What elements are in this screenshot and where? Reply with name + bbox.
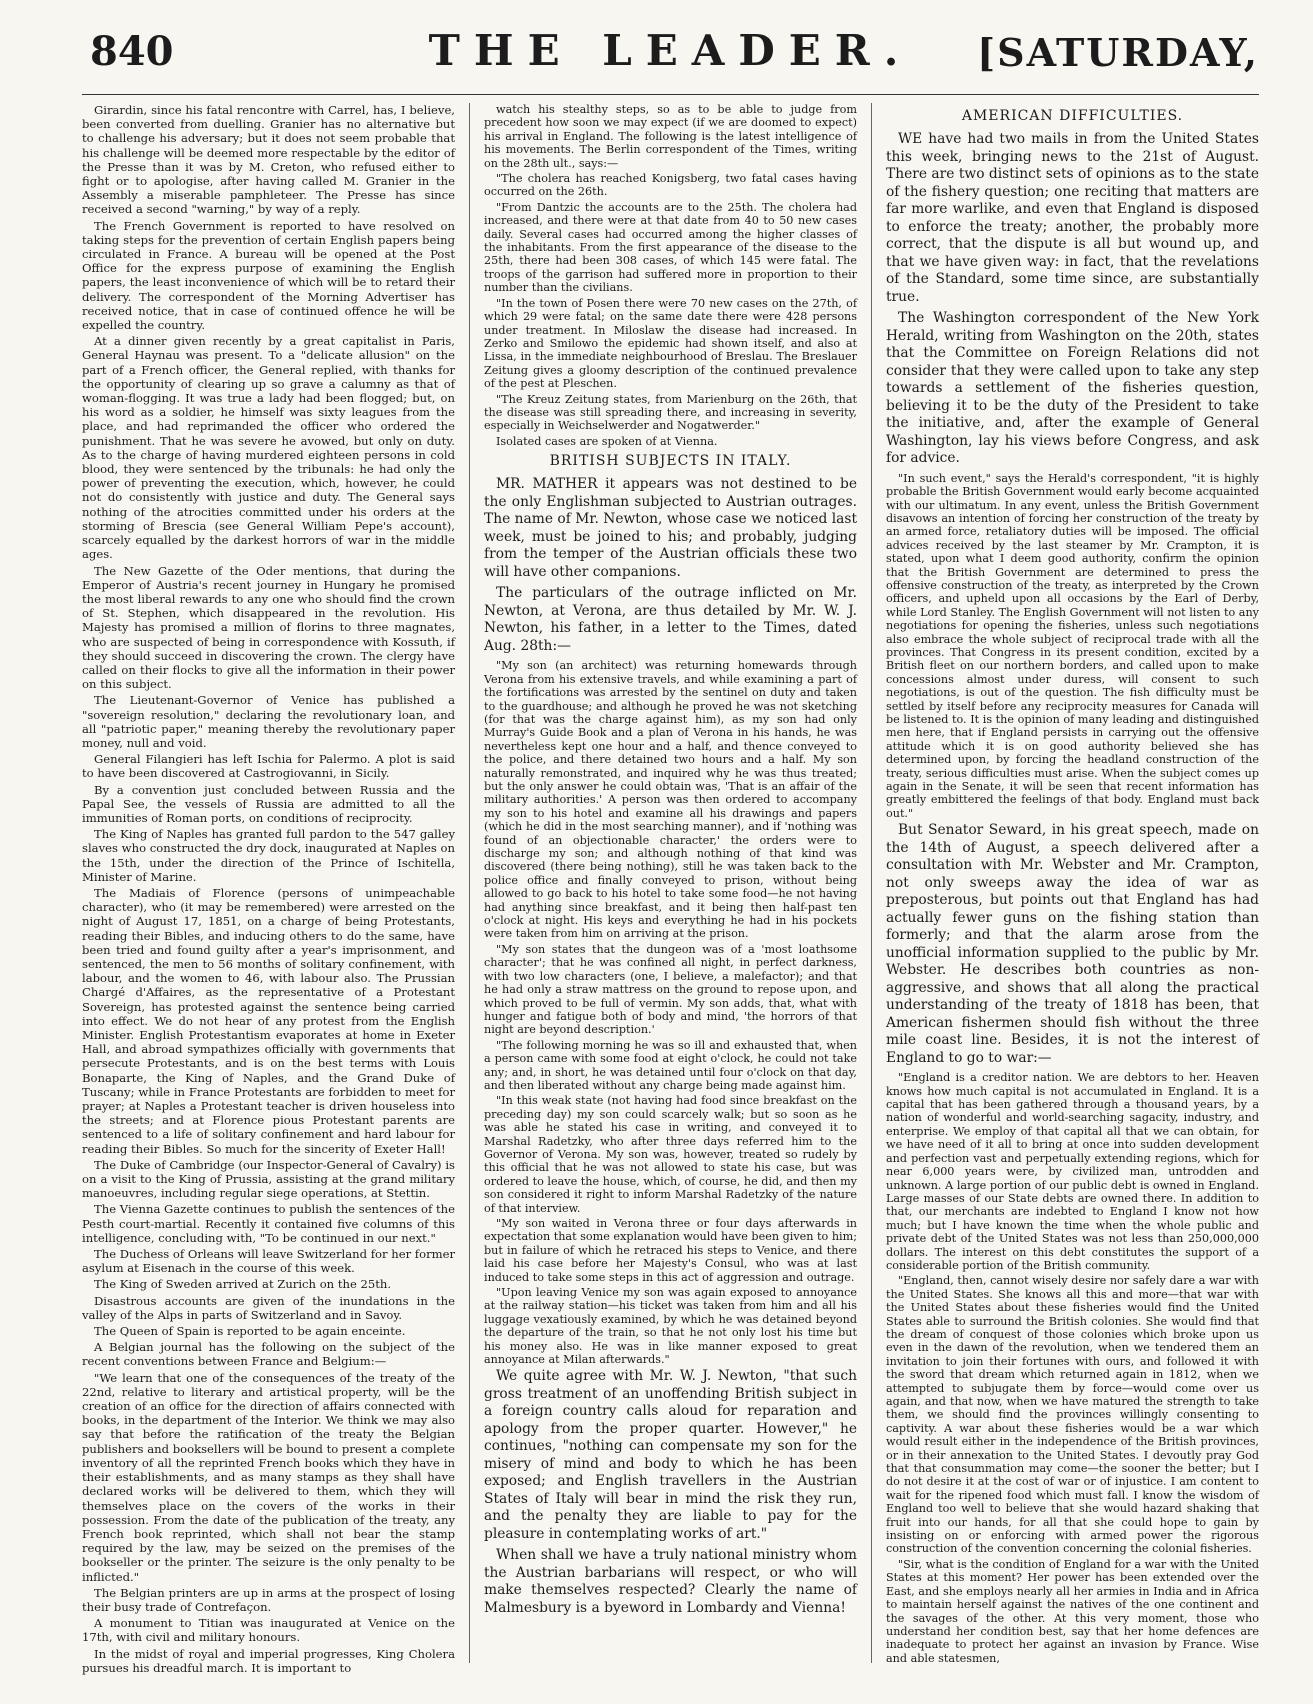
newspaper-title: THE LEADER. xyxy=(428,26,913,75)
article-paragraph: The Duke of Cambridge (our Inspector-General of Cavalry) is on a visit to the King of Prussia, assisting at the grand military manoeuvres, including regular siege operations, at Stettin. xyxy=(82,1157,455,1201)
article-paragraph: The Vienna Gazette continues to publish the sentences of the Pesth court-martial. Recently it contained five columns of this intelligence, concluding with, "To be continued in our next." xyxy=(82,1202,455,1245)
article-paragraph: The particulars of the outrage inflicted on Mr. Newton, at Verona, are thus detailed by Mr. W. J. Newton, his father, in a letter to the Times, dated Aug. 28th:— xyxy=(484,585,857,654)
article-paragraph: WE have had two mails in from the United States this week, bringing news to the 21st of August. There are two distinct sets of opinions as to the state of the fishery question; one reciting that matters are far more warlike, and even that England is disposed to enforce the treaty; another, the probably more correct, that the dispute is all but wound up, and that we have given way: in fact, that the revelations of the Standard, some time since, are substantially true. xyxy=(886,131,1259,305)
article-paragraph: The Washington correspondent of the New York Herald, writing from Washington on the 20th, states that the Committee on Foreign Relations did not consider that they were called upon to take any step towards a settlement of the fisheries question, believing it to be the duty of the President to take the initiative, and, after the example of General Washington, lay his views before Congress, and ask for advice. xyxy=(886,310,1259,467)
article-paragraph: In the midst of royal and imperial progresses, King Cholera pursues his dreadful march. It is important to xyxy=(82,1646,455,1675)
article-paragraph: "The cholera has reached Konigsberg, two fatal cases having occurred on the 26th. xyxy=(484,172,857,199)
article-paragraph: "England, then, cannot wisely desire nor safely dare a war with the United States. She knows all this and more—that war with the United States about these fisheries would find the United States able to surround the British colonies. She would find that the dream of conquest of those colonies which broke upon us even in the dawn of the revolution, when we tendered them an invitation to join their fortunes with ours, and followed it with the sword that dream which returned again in 1812, when we attempted to subjugate them by force—would come over us again, and that now, when we have matured the strength to take them, we should find the provinces willingly consenting to captivity. A war about these fisheries would be a war which would result either in the independence of the British provinces, or in their annexation to the United States. I devoutly pray God that that consummation may come—the sooner the better; but I do not desire it at the cost of war or of injustice. I am content to wait for the ripened food which must fall. I know the wisdom of England too well to believe that she would hazard shaking that fruit into our hands, for all that she could hope to gain by insisting on or enforcing with armed power the rigorous construction of the convention concerning the colonial fisheries. xyxy=(886,1274,1259,1556)
article-paragraph: The King of Naples has granted full pardon to the 547 galley slaves who constructed the dry dock, inaugurated at Naples on the 15th, under the direction of the Prince of Ischitella, Minister of Marine. xyxy=(82,827,455,884)
article-paragraph: The Belgian printers are up in arms at the prospect of losing their busy trade of Contrefaçon. xyxy=(82,1585,455,1614)
column-1 xyxy=(82,103,456,1675)
article-paragraph: The Queen of Spain is reported to be again enceinte. xyxy=(94,1324,406,1339)
article-paragraph: MR. MATHER it appears was not destined to be the only Englishman subjected to Austrian outrages. The name of Mr. Newton, whose case we noticed last week, must be joined to his; and probably, judging from the temper of the Austrian officials these two will have other companions. xyxy=(484,476,857,580)
article-paragraph: "My son waited in Verona three or four days afterwards in expectation that some explanation would have been given to him; but in failure of which he retraced his steps to Venice, and there laid his case before her Majesty's Consul, who was at last induced to take some steps in this act of aggression and outrage. xyxy=(484,1217,857,1284)
article-paragraph: "My son states that the dungeon was of a 'most loathsome character'; that he was confined all night, in perfect darkness, with two low characters (one, I believe, a malefactor); and that he had only a straw mattress on the ground to repose upon, and which proved to be full of vermin. My son adds, that, what with hunger and fatigue both of body and mind, 'the horrors of that night are beyond description.' xyxy=(484,942,857,1037)
article-paragraph: The Madiais of Florence (persons of unimpeachable character), who (it may be remembered) were arrested on the night of August 17, 1851, on a charge of being Protestants, reading their Bibles, and inducing others to do the same, have been tried and found guilty after a year's imprisonment, and sentenced, the men to 56 months of solitary confinement, with labour, and the women to 46, with labour also. The Prussian Chargé d'Affaires, as the representative of a Protestant Sovereign, has protested against the sentence being carried into effect. We do not hear of any protest from the English Minister. English Protestantism evaporates at home in Exeter Hall, and abroad sympathizes officially with governments that persecute Protestants, and is on the best terms with Louis Bonaparte, the King of Naples, and the Grand Duke of Tuscany; while in France Protestants are forbidden to meet for prayer; at Naples a Protestant teacher is driven houseless into the streets; and at Florence pious Protestant parents are sentenced to a life of solitary confinement and hard labour for reading their Bibles. So much for the sincerity of Exeter Hall! xyxy=(82,885,455,1156)
heading-american-difficulties: AMERICAN DIFFICULTIES. xyxy=(961,108,1184,124)
heading-british-subjects-in-italy: BRITISH SUBJECTS IN ITALY. xyxy=(549,453,792,470)
article-paragraph: "My son (an architect) was returning homewards through Verona from his extensive travels, and while examining a part of the fortifications was arrested by the sentinel on duty and taken to the guardhouse; and although he proved he was not sketching (for that was the charge against him), as my son had only Murray's Guide Book and a plan of Verona in his hands, he was nevertheless kept one hour and a half, and thence conveyed to the police, and there detained two hours and a half. My son naturally remonstrated, and inquired why he was thus treated; but the only answer he could obtain was, 'That is an affair of the military authorities.' A person was then ordered to accompany my son to his hotel and examine all his drawings and papers (which he did in the most searching manner), and if 'nothing was found of an objectionable character,' the orders were to discharge my son; and although nothing of that kind was discovered (there being nothing), still he was taken back to the police office and finally conveyed to prison, without being allowed to go back to his hotel to take some food—he not having had anything since breakfast, and it being then half-past ten o'clock at night. His keys and everything he had in his pockets were taken from him on arriving at the prison. xyxy=(484,659,857,941)
article-paragraph: General Filangieri has left Ischia for Palermo. A plot is said to have been discovered at Castrogiovanni, in Sicily. xyxy=(82,752,455,781)
article-paragraph: The New Gazette of the Oder mentions, that during the Emperor of Austria's recent journey in Hungary he promised the most liberal rewards to any one who should find the crown of St. Stephen, which disappeared in the revolution. His Majesty has promised a million of florins to three magnates, who are suspected of being in correspondence with Kossuth, if they should succeed in discovering the crown. The clergy have called on their flocks to give all the information in their power on this subject. xyxy=(82,563,455,692)
article-paragraph: The Lieutenant-Governor of Venice has published a "sovereign resolution," declaring the revolutionary loan, and all "patriotic paper," meaning thereby the revolutionary paper money, null and void. xyxy=(82,693,455,750)
article-paragraph: Isolated cases are spoken of at Vienna. xyxy=(496,434,718,448)
column-2 xyxy=(484,103,857,1663)
masthead xyxy=(82,0,1259,95)
article-paragraph: The Duchess of Orleans will leave Switzerland for her former asylum at Eisenach in the course of this week. xyxy=(82,1247,456,1276)
article-paragraph: A Belgian journal has the following on the subject of the recent conventions between France and Belgium:— xyxy=(82,1340,455,1369)
article-paragraph: "The following morning he was so ill and exhausted that, when a person came with some food at eight o'clock, he could not take any; and, in short, he was detained until four o'clock on that day, and then liberated without any charge being made against him. xyxy=(484,1038,857,1092)
article-paragraph: "England is a creditor nation. We are debtors to her. Heaven knows how much capital is not accumulated in England. It is a capital that has been gathered through a thousand years, by a nation of wonderful and world-searching sagacity, industry, and enterprise. We employ of that capital all that we can obtain, for we have need of it all to bring at once into sudden development and perfection vast and perpetually extending regions, which for near 6,000 years were, by civilized man, untrodden and unknown. A large portion of our public debt is owned in England. Large masses of our State debts are owned there. In addition to that, our merchants are indebted to England I know not how much; but I have known the time when the whole public and private debt of the United States was not less than 250,000,000 dollars. The interest on this debt constitutes the support of a considerable portion of the British community. xyxy=(886,1071,1259,1272)
article-paragraph: A monument to Titian was inaugurated at Venice on the 17th, with civil and military honours. xyxy=(82,1616,455,1645)
article-paragraph: "Sir, what is the condition of England for a war with the United States at this moment? Her power has been extended over the East, and she employs nearly all her armies in India and in Africa to maintain herself against the natives of the one continent and the savages of the other. At this very moment, those who understand her condition best, say that her home defences are inadequate to protect her against an invasion by France. Wise and able statesmen, xyxy=(886,1557,1259,1665)
article-paragraph: Girardin, since his fatal rencontre with Carrel, has, I believe, been converted from duelling. Granier has no alternative but to challenge his adversary; but it does not seem probable that his challenge will be deemed more respectable by the editor of the Presse than it was by M. Creton, who refused either to fight or to apologise, after having called M. Granier in the Assembly a miserable pamphleteer. The Presse has since received a second "warning," by way of a reply. xyxy=(82,103,455,217)
article-paragraph: By a convention just concluded between Russia and the Papal See, the vessels of Russia are admitted to all the immunities of Roman ports, on conditions of reciprocity. xyxy=(82,782,455,825)
article-paragraph: We quite agree with Mr. W. J. Newton, "that such gross treatment of an unoffending British subject in a foreign country calls aloud for reparation and apology from the proper quarter. However," he continues, "nothing can compensate my son for the misery of mind and body to which he has been exposed; and English travellers in the Austrian States of Italy will bear in mind the risk they run, and the penalty they are liable to pay for the pleasure in contemplating works of art." xyxy=(484,1368,857,1542)
article-paragraph: The French Government is reported to have resolved on taking steps for the prevention of certain English papers being circulated in France. A bureau will be opened at the Post Office for the express purpose of examining the English papers, the least inconvenience of which will be to retard their delivery. The correspondent of the Morning Advertiser has received notice, that in case of continued offence he will be expelled the country. xyxy=(82,218,455,333)
article-paragraph: When shall we have a truly national ministry whom the Austrian barbarians will respect, or who will make themselves respected? Clearly the name of Malmesbury is a byeword in Lombardy and Vienna! xyxy=(484,1547,857,1616)
column-3 xyxy=(886,103,1259,1663)
column-rule xyxy=(469,103,470,1663)
article-paragraph: "From Dantzic the accounts are to the 25th. The cholera had increased, and there were at that date from 40 to 50 new cases daily. Several cases had occurred among the higher classes of the inhabitants. From the first appearance of the disease to the 25th, there had been 308 cases, of which 145 were fatal. The troops of the garrison had suffered more in proportion to their number than the civilians. xyxy=(484,200,857,295)
article-paragraph: "In the town of Posen there were 70 new cases on the 27th, of which 29 were fatal; on the same date there were 428 persons under treatment. In Miloslaw the disease had increased. In Zerko and Smilowo the epidemic had shown itself, and also at Lissa, in the immediate neighbourhood of Breslau. The Breslauer Zeitung gives a gloomy description of the continued prevalence of the pest at Pleschen. xyxy=(484,296,857,391)
issue-day: [SATURDAY, xyxy=(977,30,1259,75)
article-paragraph: "In such event," says the Herald's correspondent, "it is highly probable the British Government would early become acquainted with our ultimatum. In any event, unless the British Government disavows an intention of forcing her construction of the treaty by an armed force, retaliatory duties will be imposed. The official advices received by the last steamer by Mr. Crampton, it is stated, upon what I deem good authority, confirm the opinion that the British Government are determined to press the offensive construction of the treaty, as interpreted by the Crown officers, and upheld upon all occasions by the Earl of Derby, while Lord Stanley. The English Government will not listen to any negotiations for opening the fisheries, unless such negotiations also embrace the whole subject of reciprocal trade with all the provinces. That Congress in its present condition, excited by a British fleet on our northern borders, and called upon to make concessions almost under duress, will consent to such negotiations, is out of the question. The fish difficulty must be settled by itself before any reciprocity measures for Canada will be listened to. It is the opinion of many leading and distinguished men here, that if England persists in carrying out the offensive attitude which it is on good authority believed she has determined upon, by forcing the headland construction of the treaty, serious difficulties must arise. When the subject comes up again in the Senate, it will be seen that recent information has greatly embittered the feelings of that body. England must back out." xyxy=(886,471,1259,820)
article-paragraph: "We learn that one of the consequences of the treaty of the 22nd, relative to literary and artistical property, will be the creation of an office for the direction of affairs connected with books, in the department of the Interior. We think we may also say that before the ratification of the treaty the Belgian publishers and booksellers will be bound to present a complete inventory of all the reprinted French books which they have in their establishments, and as many stamps as they shall have declared works will be delivered to them, which they will themselves place on the covers of the works in their possession. From the date of the publication of the treaty, any French book reprinted, which shall not bear the stamp required by the law, may be seized on the premises of the bookseller or the printer. The seizure is the only penalty to be inflicted." xyxy=(82,1370,455,1584)
page-number: 840 xyxy=(90,28,174,75)
column-rule xyxy=(871,103,872,1663)
article-paragraph: Disastrous accounts are given of the inundations in the valley of the Alps in parts of Switzerland and in Savoy. xyxy=(82,1293,455,1322)
article-paragraph: watch his stealthy steps, so as to be able to judge from precedent how soon we may expect (if we are doomed to expect) his arrival in England. The following is the latest intelligence of his movements. The Berlin correspondent of the Times, writing on the 28th ult., says:— xyxy=(484,103,857,170)
article-paragraph: At a dinner given recently by a great capitalist in Paris, General Haynau was present. To a "delicate allusion" on the part of a French officer, the General replied, with thanks for the opportunity of clearing up so grave a calumny as that of woman-flogging. It was true a lady had been flogged; but, on his word as a soldier, he himself was sixty leagues from the place, and had reprimanded the officer who ordered the punishment. That he was severe he avowed, but only on duty. As to the charge of having murdered eighteen persons in cold blood, they were sentenced by the tribunals: he had only the power of preventing the execution, which, however, he could not do consistently with justice and duty. The General says nothing of the atrocities committed under his orders at the storming of Brescia (see General William Pepe's account), scarcely equalled by the darkest horrors of war in the middle ages. xyxy=(82,334,455,562)
article-paragraph: But Senator Seward, in his great speech, made on the 14th of August, a speech delivered after a consultation with Mr. Webster and Mr. Crampton, not only sweeps away the idea of war as preposterous, but points out that England has had actually fewer guns on the fishing station than formerly; and that the alarm arose from the unofficial information supplied to the public by Mr. Webster. He describes both countries as non-aggressive, and shows that all along the practical understanding of the treaty of 1818 has been, that American fishermen should fish without the three mile coast line. Besides, it is not the interest of England to go to war:— xyxy=(886,822,1259,1066)
article-paragraph: "The Kreuz Zeitung states, from Marienburg on the 26th, that the disease was still spreading there, and increasing in severity, especially in Weichselwerder and Nogatwerder." xyxy=(484,392,857,433)
article-paragraph: "Upon leaving Venice my son was again exposed to annoyance at the railway station—his ticket was taken from him and all his luggage vexatiously examined, by which he was detained beyond the departure of the train, so that he not only lost his time but his money also. He was in like manner exposed to great annoyance at Milan afterwards." xyxy=(484,1286,857,1367)
article-paragraph: "In this weak state (not having had food since breakfast on the preceding day) my son could scarcely walk; but so soon as he was able he stated his case in writing, and conveyed it to Marshal Radetzky, who after three days referred him to the Governor of Verona. My son was, however, treated so rudely by this official that he was not allowed to state his case, but was ordered to leave the house, which, of course, he did, and then my son considered it right to inform Marshal Radetzky of the nature of that interview. xyxy=(484,1094,857,1215)
article-paragraph: The King of Sweden arrived at Zurich on the 25th. xyxy=(94,1277,392,1292)
